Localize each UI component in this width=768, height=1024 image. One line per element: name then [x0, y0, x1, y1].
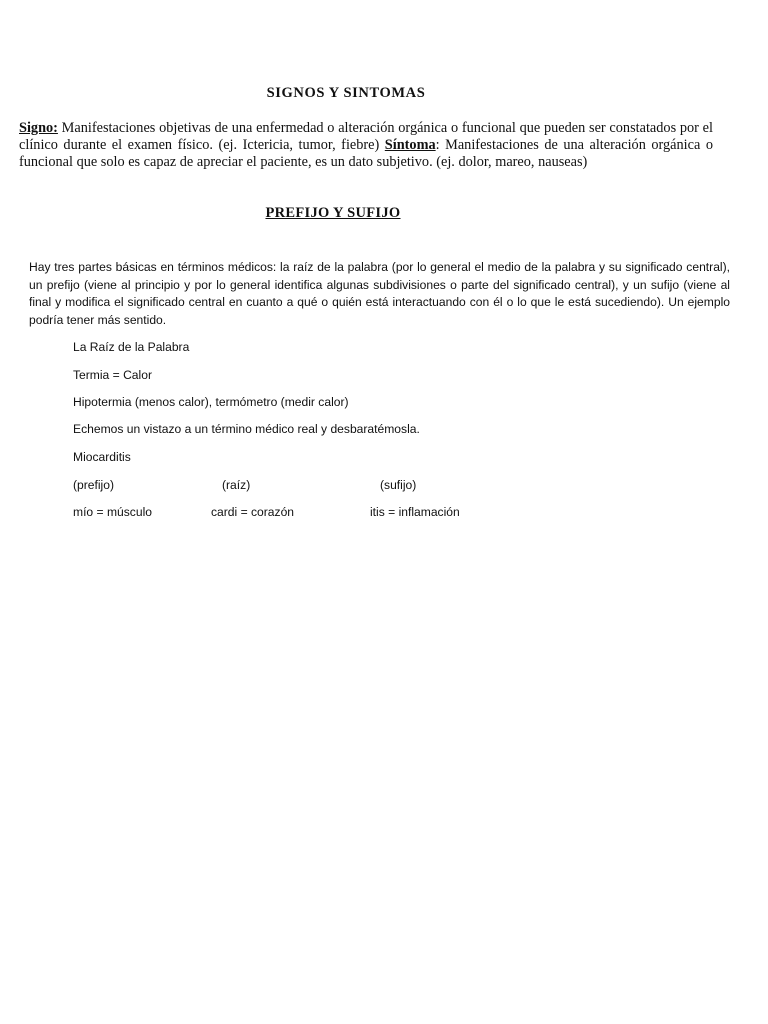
meaning-itis: itis = inflamación	[370, 505, 460, 519]
sintoma-definition: : Manifestaciones de una alteración orgánica o funcional que solo es capaz de apreciar el paciente, es un dato subjetivo. (ej. dolor, mareo, nauseas)	[19, 137, 713, 170]
line-termia: Termia = Calor	[73, 368, 152, 382]
intro-paragraph: Hay tres partes básicas en términos médicos: la raíz de la palabra (por lo general el medio de la palabra y su significado central), un prefijo (viene al principio y por lo general identifica algunas subdivisiones o parte del significado central), y un sufijo (viene al final y modifica el significado central en cuanto a qué o quién está interactuando con él o lo que le está sucediendo). Un ejemplo podría tener más sentido.	[29, 260, 730, 327]
meaning-mio: mío = músculo	[73, 505, 152, 519]
label-prefijo: (prefijo)	[73, 478, 114, 492]
sintoma-label: Síntoma	[384, 137, 436, 153]
label-raiz: (raíz)	[222, 478, 251, 492]
section-title-prefijo-sufijo: PREFIJO Y SUFIJO	[265, 205, 401, 221]
line-hipotermia: Hipotermia (menos calor), termómetro (medir calor)	[73, 395, 349, 409]
section-title-signos-sintomas: SIGNOS Y SINTOMAS	[266, 85, 426, 101]
label-sufijo: (sufijo)	[380, 478, 417, 492]
signo-sintoma-paragraph	[19, 120, 713, 171]
signo-definition: Manifestaciones objetivas de una enfermedad o alteración orgánica o funcional que pueden ser constatados por el clínico durante el examen físico. (ej. Ictericia, tumor, fiebre)	[19, 120, 713, 153]
line-raiz-palabra: La Raíz de la Palabra	[73, 340, 190, 354]
line-miocarditis: Miocarditis	[73, 450, 131, 464]
signo-label: Signo:	[19, 120, 58, 136]
line-echemos: Echemos un vistazo a un término médico real y desbaratémosla.	[73, 422, 420, 436]
meaning-cardi: cardi = corazón	[211, 505, 295, 519]
